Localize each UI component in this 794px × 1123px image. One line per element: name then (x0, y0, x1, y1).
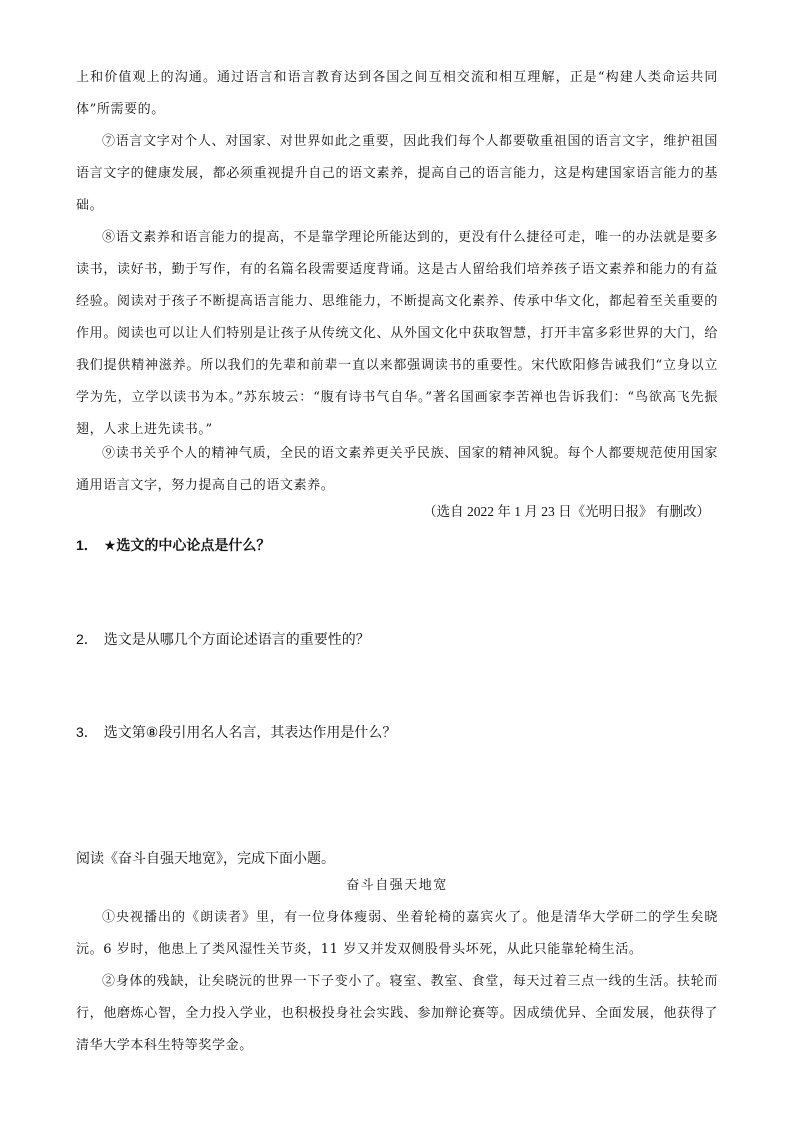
reading-instruction: 阅读《奋斗自强天地宽》，完成下面小题。 (76, 850, 335, 866)
question-text: ★选文的中心论点是什么？ (103, 537, 271, 553)
question-number: 1． (76, 537, 98, 553)
question-text: 选文是从哪几个方面论述语言的重要性的？ (103, 631, 370, 647)
question-number: 2． (76, 631, 98, 647)
question-2 (76, 627, 370, 651)
question-text: 选文第⑧段引用名人名言，其表达作用是什么？ (103, 724, 397, 740)
article-title: 奋斗自强天地宽 (346, 878, 448, 893)
question-1 (76, 533, 270, 557)
article-paragraph-1: ①央视播出的《朗读者》里，有一位身体瘦弱、坐着轮椅的嘉宾火了。他是清华大学研二的学生矣晓沅。6 岁时，他患上了类风湿性关节炎，11 岁又并发双侧股骨头坏死，从此只能靠轮椅生活。 (76, 910, 718, 957)
article-paragraph-2: ②身体的残缺，让矣晓沅的世界一下子变小了。寝室、教室、食堂，每天过着三点一线的生活。扶轮而行，他磨炼心智，全力投入学业，也积极投身社会实践、参加辩论赛等。因成绩优异、全面发展，他获得了清华大学本科生特等奖学金。 (76, 974, 718, 1053)
question-3 (76, 720, 396, 744)
question-number: 3． (76, 724, 98, 740)
paragraph-7: ⑦语言文字对个人、对国家、对世界如此之重要，因此我们每个人都要敬重祖国的语言文字，维护祖国语言文字的健康发展，都必须重视提升自己的语文素养，提高自己的语言能力，这是构建国家语言能力的基础。 (76, 134, 718, 213)
paragraph-8: ⑧语文素养和语言能力的提高，不是靠学理论所能达到的，更没有什么捷径可走，唯一的办法就是要多读书，读好书，勤于写作，有的名篇名段需要适度背诵。这是古人留给我们培养孩子语文素养和能力的有益经验。阅读对于孩子不断提高语言能力、思维能力，不断提高文化素养、传承中华文化，都起着至关重要的作用。阅读也可以让人们特别是让孩子从传统文化、从外国文化中获取智慧，打开丰富多彩世界的大门，给我们提供精神滋养。所以我们的先辈和前辈一直以来都强调读书的重要性。宋代欧阳修告诫我们“立身以立学为先，立学以读书为本。”苏东坡云：“腹有诗书气自华。”著名国画家李苦禅也告诉我们：“鸟欲高飞先振翅，人求上进先读书。” (76, 230, 718, 437)
paragraph-9: ⑨读书关乎个人的精神气质，全民的语文素养更关乎民族、国家的精神风貌。每个人都要规范使用国家通用语言文字，努力提高自己的语文素养。 (76, 446, 718, 493)
paragraph-continuation: 上和价值观上的沟通。通过语言和语言教育达到各国之间互相交流和相互理解，正是“构建人类命运共同体”所需要的。 (76, 70, 718, 117)
source-citation: （选自 2022 年 1 月 23 日《光明日报》 有删改） (423, 504, 710, 519)
